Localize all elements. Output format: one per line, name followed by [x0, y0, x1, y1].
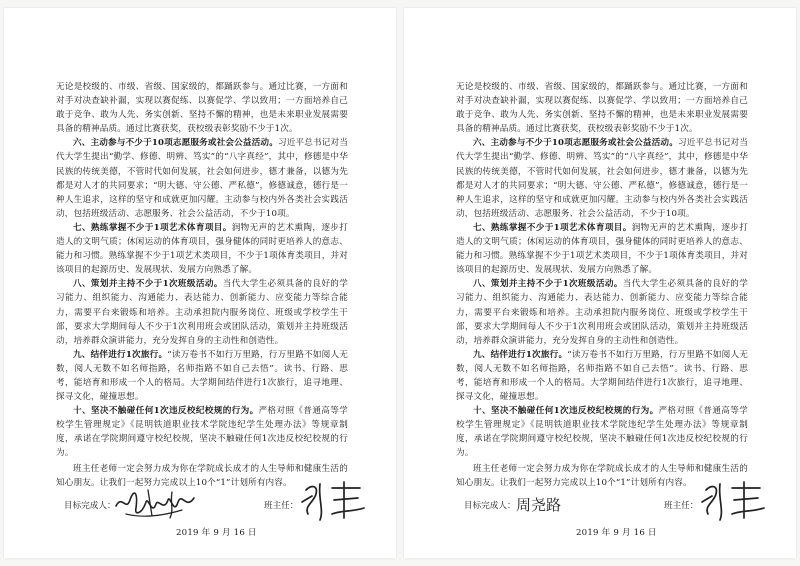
item-10-heading: 十、坚决不触碰任何1次违反校纪校规的行为。 — [473, 406, 659, 417]
closing-paragraph: 班主任老师一定会努力成为你在学院成长成才的人生导师和健康生活的知心朋友。让我们一起努力完成以上10个“1”计划所有内容。 — [56, 463, 348, 488]
target-person-signature — [112, 486, 198, 522]
item-10-heading: 十、坚决不触碰任何1次违反校纪校规的行为。 — [73, 406, 259, 417]
item-7-heading: 七、熟练掌握不少于1项艺术体育项目。 — [473, 222, 632, 233]
class-teacher-signature — [698, 480, 768, 522]
document-date: 2019 年 9 月 16 日 — [576, 528, 657, 538]
item-7-heading: 七、熟练掌握不少于1项艺术体育项目。 — [73, 222, 232, 233]
item-8-heading: 八、策划并主持不少于1次班级活动。 — [473, 279, 623, 290]
document-page-left — [4, 8, 396, 558]
signature-row — [64, 490, 354, 518]
target-person-signature — [514, 491, 580, 517]
intro-paragraph: 无论是校级的、市级、省级、国家级的，都踊跃参与。通过比赛，一方面和对手对决查缺补漏，实现以赛促练、以赛促学、学以致用；一方面培养自己敢于竞争、敢为人先、务实创新、坚持不懈的精神，也是未来职业发展需要具备的精神品质。通过比赛获奖，获校级表彰奖励不少于1次。 — [456, 82, 748, 135]
item-9-body: “读万卷书不如行万里路，行万里路不如阅人无数，阅人无数不如名师指路，名师指路不如自己去悟”。读书、行路、思考，能培育和形成一个人的格局。大学期间结伴进行1次旅行，追寻地理、探寻文化，碰撞思想。 — [456, 349, 748, 403]
document-page-right — [404, 8, 796, 558]
item-10-body: 严格对照《普通高等学校学生管理规定》《昆明铁道职业技术学院违纪学生处理办法》等规章制度，承诺在学院期间遵守校纪校规，坚决不触碰任何1次违反校纪校规的行为。 — [456, 406, 748, 459]
target-person-label: 目标完成人： — [64, 501, 116, 511]
item-6-heading: 六、主动参与不少于10项志愿服务或社会公益活动。 — [473, 138, 678, 149]
item-6-heading: 六、主动参与不少于10项志愿服务或社会公益活动。 — [73, 138, 278, 149]
item-9-heading: 九、结伴进行1次旅行。 — [473, 349, 568, 360]
item-10-body: 严格对照《普通高等学校学生管理规定》《昆明铁道职业技术学院违纪学生处理办法》等规章制度，承诺在学院期间遵守校纪校规，坚决不触碰任何1次违反校纪校规的行为。 — [56, 406, 348, 459]
item-8-body: 当代大学生必须具备的良好的学习能力、组织能力、沟通能力、表达能力、创新能力、应变能力等综合能力，需要平台来锻炼和培养。主动承担院内服务岗位、班级或学校学生干部，要求大学期间每人不少于1次利用班会或团队活动，策划并主持班级活动，培养群众演讲能力，充分发挥自身的主动性和创造性。 — [56, 279, 349, 346]
page-body — [56, 80, 348, 490]
closing-paragraph: 班主任老师一定会努力成为你在学院成长成才的人生导师和健康生活的知心朋友。让我们一起努力完成以上10个“1”计划所有内容。 — [456, 463, 748, 488]
page-body — [456, 80, 748, 490]
item-7-body: 润物无声的艺术熏陶，逐步打造人的文明气质；休闲运动的体育项目，强身健体的同时更培养人的意志、能力和习惯。熟练掌握不少于1项艺术类项目，不少于1项体育类项目，并对该项目的起源历史、发展现状、发展方向熟悉了解。 — [456, 222, 748, 276]
item-9-body: “读万卷书不如行万里路，行万里路不如阅人无数，阅人无数不如名师指路，名师指路不如自己去悟”。读书、行路、思考，能培育和形成一个人的格局。大学期间结伴进行1次旅行，追寻地理、探寻文化，碰撞思想。 — [56, 349, 348, 403]
item-6-body: 习近平总书记对当代大学生提出“勤学、修德、明辨、笃实”的“八字真经”，其中，修德是中华民族的传统美德，不管时代如何发展，社会如何进步，德才兼备，以德为先都是对人才的共同要求；“明大德、守公德、严私德”，修德诚意，德行是一种人生追求，这样的坚守和成就更加闪耀。主动参与校内外各类社会实践活动，包括班级活动、志愿服务、社会公益活动，不少于10项。 — [56, 138, 349, 219]
document-date: 2019 年 9 月 16 日 — [176, 528, 257, 538]
class-teacher-label: 班主任： — [664, 501, 699, 511]
intro-paragraph: 无论是校级的、市级、省级、国家级的，都踊跃参与。通过比赛，一方面和对手对决查缺补漏，实现以赛促练、以赛促学、学以致用；一方面培养自己敢于竞争、敢为人先、务实创新、坚持不懈的精神，也是未来职业发展需要具备的精神品质。通过比赛获奖，获校级表彰奖励不少于1次。 — [56, 82, 348, 135]
target-person-name: 周尧路 — [516, 496, 562, 514]
item-7-body: 润物无声的艺术熏陶，逐步打造人的文明气质；休闲运动的体育项目，强身健体的同时更培养人的意志、能力和习惯。熟练掌握不少于1项艺术类项目，不少于1项体育类项目，并对该项目的起源历史、发展现状、发展方向熟悉了解。 — [56, 222, 348, 276]
item-6-body: 习近平总书记对当代大学生提出“勤学、修德、明辨、笃实”的“八字真经”，其中，修德是中华民族的传统美德，不管时代如何发展，社会如何进步，德才兼备，以德为先都是对人才的共同要求；“明大德、守公德、严私德”，修德诚意，德行是一种人生追求，这样的坚守和成就更加闪耀。主动参与校内外各类社会实践活动，包括班级活动、志愿服务、社会公益活动，不少于10项。 — [456, 138, 749, 219]
class-teacher-label: 班主任： — [264, 501, 299, 511]
target-person-label: 目标完成人： — [464, 501, 516, 511]
item-8-heading: 八、策划并主持不少于1次班级活动。 — [73, 279, 223, 290]
class-teacher-signature — [298, 480, 368, 522]
item-8-body: 当代大学生必须具备的良好的学习能力、组织能力、沟通能力、表达能力、创新能力、应变能力等综合能力，需要平台来锻炼和培养。主动承担院内服务岗位、班级或学校学生干部，要求大学期间每人不少于1次利用班会或团队活动，策划并主持班级活动，培养群众演讲能力，充分发挥自身的主动性和创造性。 — [456, 279, 749, 346]
item-9-heading: 九、结伴进行1次旅行。 — [73, 349, 168, 360]
signature-row — [464, 490, 754, 518]
